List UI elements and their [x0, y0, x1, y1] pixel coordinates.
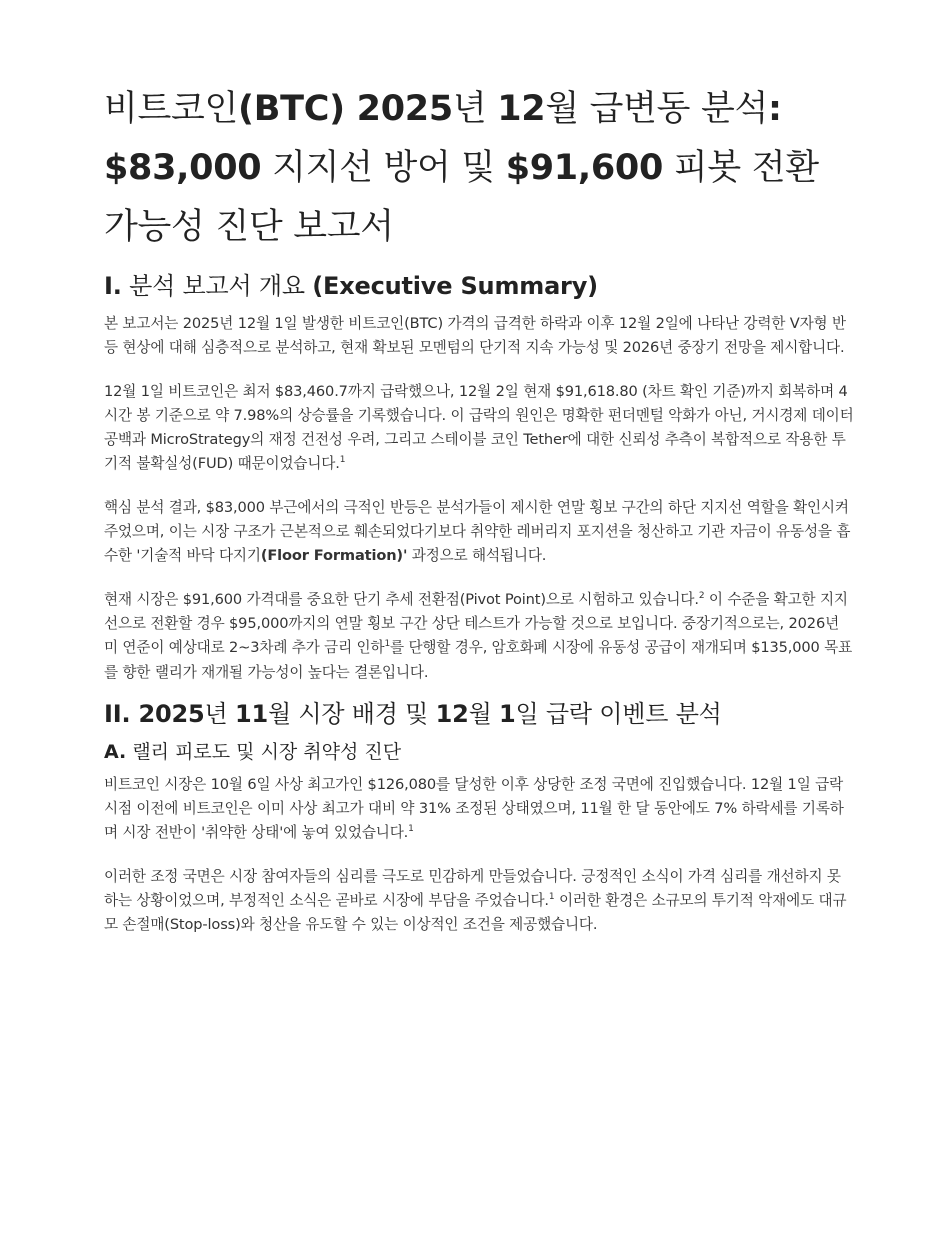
title-text: (BTC) 2025 — [238, 89, 453, 129]
heading-number: A. — [104, 740, 127, 763]
paragraph — [104, 588, 854, 685]
paragraph-text: 이러한 환경은 소규모의 투기적 악재에도 대규모 손절매(Stop-loss)와 청산을 유도할 수 있는 이상적인 조건을 제공했습니다. — [104, 892, 847, 934]
heading-text: (Executive Summary) — [312, 272, 598, 300]
title-text: 12 — [497, 89, 546, 129]
title-text: 피봇 전환 — [663, 148, 819, 188]
title-text: $91,600 — [505, 148, 664, 188]
heading-text: 1 — [499, 699, 516, 728]
footnote-ref[interactable]: 1 — [408, 824, 414, 835]
title-text: 월 급변동 분석 — [545, 89, 769, 129]
heading-text: 12 — [435, 699, 469, 728]
footnote-ref[interactable]: 1 — [384, 639, 391, 650]
paragraph — [104, 496, 854, 569]
heading-text: 일 급락 이벤트 분석 — [515, 699, 722, 728]
title-text: 비트코인 — [104, 89, 239, 129]
paragraph — [104, 865, 854, 938]
heading-text: 11 — [234, 699, 268, 728]
paragraph-text: 를 단행할 경우, 암호화폐 시장에 유동성 공급이 재개되며 $135,000 목표를 향한 랠리가 재개될 가능성이 높다는 결론입니다. — [104, 639, 853, 681]
paragraph-text: 비트코인 시장은 10월 6일 사상 최고가인 $126,080를 달성한 이후 상당한 조정 국면에 진입했습니다. 12월 1일 급락 시점 이전에 비트코인은 이미 사상 최고가 대비 약 31% 조정된 상태였으며, 11월 한 달 동안에도 7% 하락세를 기록하며 시장 전반이 '취약한 상태'에 놓여 있었습니다. — [104, 775, 844, 842]
document-title — [104, 80, 854, 257]
heading-text: 년 — [204, 699, 235, 728]
title-text: $83,000 — [104, 148, 262, 188]
heading-text: 랠리 피로도 및 시장 취약성 진단 — [126, 740, 402, 763]
paragraph-text: 현재 시장은 $91,600 가격대를 중요한 단기 추세 전환점(Pivot Point)으로 시험하고 있습니다. — [104, 590, 699, 608]
subsection-a-heading — [104, 739, 854, 765]
document-page — [104, 80, 854, 938]
heading-text: 월 시장 배경 및 — [267, 699, 436, 728]
title-text: 지지선 방어 및 — [261, 148, 506, 188]
paragraph — [104, 773, 854, 846]
paragraph-text: 이 수준을 확고한 지지선으로 전환할 경우 $95,000까지의 연말 횡보 구간 상단 테스트가 가능할 것으로 보입니다. 중장기적으로는, 2026년 미 연준이 예상대로 2~3차례 추가 금리 인하 — [104, 590, 848, 657]
paragraph-text: 핵심 분석 결과, $83,000 부근에서의 극적인 반등은 분석가들이 제시한 연말 횡보 구간의 하단 지지선 역할을 확인시켜주었으며, 이는 시장 구조가 근본적으로 훼손되었다기보다 취약한 레버리지 포지션을 청산하고 기관 자금이 유동성을 흡수한 '기술적 바닥 다지기 — [104, 498, 851, 565]
heading-number: II. 2025 — [104, 699, 205, 728]
heading-text: 분석 보고서 개요 — [121, 272, 313, 300]
title-text: 년 — [452, 89, 498, 129]
title-text: : — [768, 89, 782, 129]
paragraph-text: (Floor Formation)' — [260, 547, 408, 565]
paragraph-text: 12월 1일 비트코인은 최저 $83,460.7까지 급락했으나, 12월 2일 현재 $91,618.80 (차트 확인 기준)까지 회복하며 4시간 봉 기준으로 약 7.98%의 상승률을 기록했습니다. 이 급락의 원인은 명확한 펀더멘털 악화가 아닌, 거시경제 데이터 공백과 MicroStrategy의 재정 건전성 우려, 그리고 스테이블 코인 Tether에 대한 신뢰성 추측이 복합적으로 작용한 투기적 불확실성(FUD) 때문이었습니다. — [104, 382, 854, 473]
footnote-ref[interactable]: 2 — [698, 590, 705, 601]
paragraph-text: 이러한 조정 국면은 시장 참여자들의 심리를 극도로 민감하게 만들었습니다. 긍정적인 소식이 가격 심리를 개선하지 못하는 상황이었으며, 부정적인 소식은 곧바로 시장에 부담을 주었습니다. — [104, 867, 841, 910]
paragraph: 본 보고서는 2025년 12월 1일 발생한 비트코인(BTC) 가격의 급격한 하락과 이후 12월 2일에 나타난 강력한 V자형 반등 현상에 대해 심층적으로 분석하고, 현재 확보된 모멘텀의 단기적 지속 가능성 및 2026년 중장기 전망을 제시합니다. — [104, 315, 846, 357]
paragraph-text: 과정으로 해석됩니다. — [407, 547, 547, 565]
section-1-heading — [104, 270, 854, 302]
section-2-heading — [104, 698, 854, 730]
footnote-ref[interactable]: 1 — [548, 892, 555, 903]
footnote-ref[interactable]: 1 — [339, 455, 346, 466]
heading-number: I. — [104, 272, 122, 300]
title-text: 가능성 진단 보고서 — [104, 207, 394, 247]
paragraph — [104, 380, 854, 477]
heading-text: 월 — [468, 699, 499, 728]
